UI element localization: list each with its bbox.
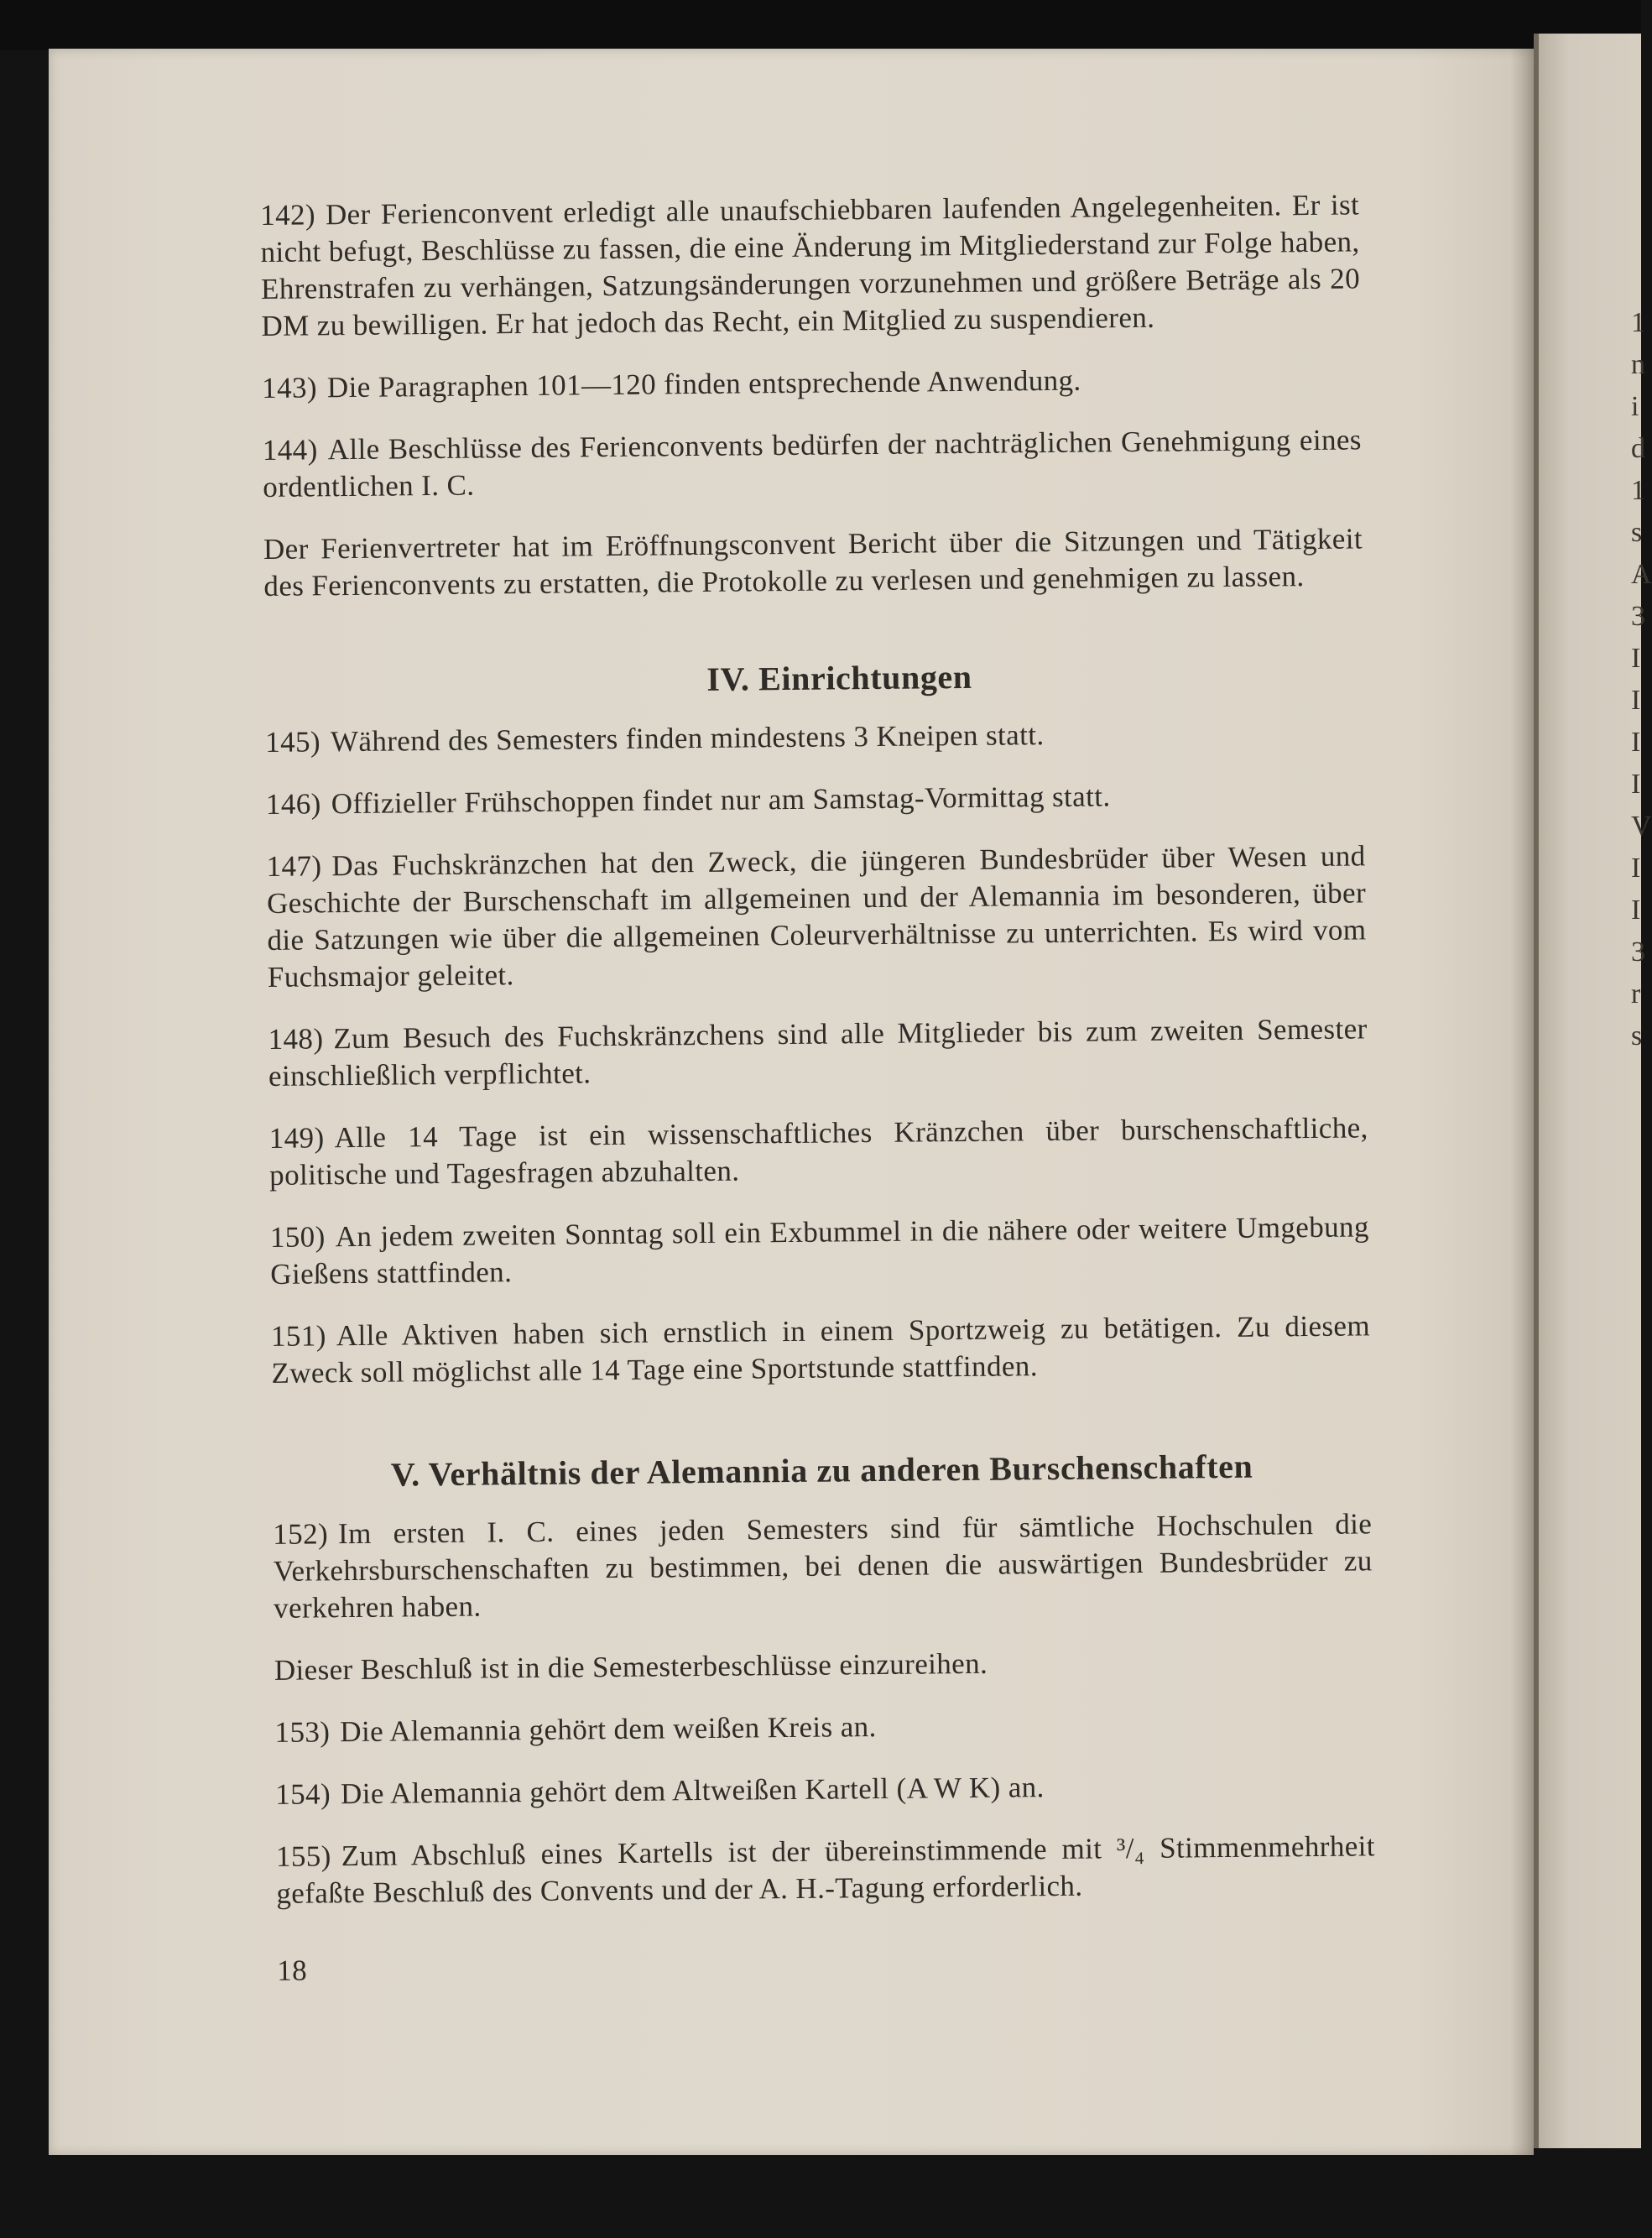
paragraph-number: 153) [274,1715,331,1749]
paragraph-number: 154) [275,1777,331,1811]
facing-page-glyph: I [1631,727,1641,758]
facing-page-glyph: I [1631,685,1641,716]
paragraph-text: Zum Abschluß eines Kartells ist der übereinstimmende mit ³/₄ Stimmenmehrheit gefaßte Beschluß des Convents und der A. H.-Tagung erforderlich. [276,1829,1376,1910]
section-verhaeltnis [273,1505,1375,1912]
paragraph [263,520,1363,605]
section-heading-einrichtungen: IV. Einrichtungen [706,657,972,698]
paragraph-text: Der Ferienconvent erledigt alle unaufschiebbaren laufenden Angelegenheiten. Er ist nicht befugt, Beschlüsse zu fassen, die eine Änderung im Mitgliederstand zur Folge haben, Ehrenstrafen zu verhängen, Satzungsänderungen vorzunehmen und größere Beträge als 20 DM zu bewilligen. Er hat jedoch das Recht, ein Mitglied zu suspendieren. [260,188,1361,342]
paragraph-text: Alle 14 Tage ist ein wissenschaftliches Kränzchen über burschenschaftliche, politische und Tagesfragen abzuhalten. [269,1111,1368,1192]
paragraph [265,713,1364,761]
paragraph [274,1641,1373,1689]
paragraph-text: Offizieller Frühschoppen findet nur am Samstag-Vormittag statt. [331,780,1111,821]
section-ferienconvent [260,186,1363,605]
facing-page-glyph: I [1631,895,1641,926]
paragraph-number: 151) [270,1319,326,1353]
paragraph-text: An jedem zweiten Sonntag soll ein Exbummel in die nähere oder weitere Umgebung Gießens stattfinden. [270,1210,1370,1291]
scan-background-top [0,0,1641,50]
paragraph-number: 152) [273,1517,329,1551]
paragraph-text: Die Alemannia gehört dem Altweißen Kartell (A W K) an. [340,1771,1045,1811]
paragraph-number: 148) [268,1022,324,1056]
facing-page-glyph: V [1631,811,1652,842]
paragraph [260,186,1361,345]
paragraph-text: Die Paragraphen 101—120 finden entsprechende Anwendung. [326,363,1081,404]
paragraph-text: Der Ferienvertreter hat im Eröffnungsconvent Bericht über die Sitzungen und Tätigkeit des Ferienconvents zu erstatten, die Protokolle zu verlesen und genehmigen zu lassen. [263,522,1363,603]
paragraph [275,1766,1374,1813]
paragraph-number: 143) [261,371,318,404]
paragraph [266,775,1365,823]
paragraph [269,1109,1369,1194]
facing-page-glyph: 1 [1631,475,1645,506]
paragraph-text: Das Fuchskränzchen hat den Zweck, die jüngeren Bundesbrüder über Wesen und Geschichte der Burschenschaft im allgemeinen und der Alemannia im besonderen, über die Satzungen wie über die allgemeinen Coleurverhältnisse zu unterrichten. Es wird vom Fuchsmajor geleitet. [266,839,1367,994]
paragraph-text: Alle Beschlüsse des Ferienconvents bedürfen der nachträglichen Genehmigung eines ordentlichen I. C. [263,423,1363,503]
paragraph-text: Die Alemannia gehört dem weißen Kreis an. [340,1710,877,1749]
paragraph [273,1505,1373,1627]
paragraph [274,1703,1373,1751]
section-einrichtungen [265,713,1371,1392]
paragraph [271,1307,1371,1392]
paragraph-number: 146) [265,787,321,821]
paragraph-text: Während des Semesters finden mindestens 3 Kneipen statt. [330,718,1045,759]
section-heading-verhaeltnis: V. Verhältnis der Alemannia zu anderen Burschenschaften [390,1447,1253,1494]
facing-page-glyph: s [1631,1020,1643,1051]
paragraph-text: Zum Besuch des Fuchskränzchens sind alle Mitglieder bis zum zweiten Semester einschließlich verpflichtet. [268,1012,1368,1093]
paragraph-number: 147) [266,849,322,883]
facing-page-edge [1539,34,1652,2148]
paragraph-number: 149) [268,1121,325,1155]
facing-page-glyph: 3 [1631,601,1645,632]
facing-page-glyph: 3 [1631,936,1645,968]
facing-page-glyph: i [1631,391,1639,422]
paragraph-text: Alle Aktiven haben sich ernstlich in einem Sportzweig zu betätigen. Zu diesem Zweck soll möglichst alle 14 Tage eine Sportstunde stattfinden. [271,1309,1371,1390]
paragraph-text: Im ersten I. C. eines jeden Semesters sind für sämtliche Hochschulen die Verkehrsburschenschaften zu bestimmen, bei denen die auswärtigen Bundesbrüder zu verkehren haben. [273,1507,1373,1625]
facing-page-text-fragment [1631,302,1652,1057]
facing-page-glyph: I [1631,643,1641,674]
facing-page-glyph: s [1631,517,1643,548]
facing-page-glyph: n [1631,349,1645,380]
facing-page-glyph: 1 [1631,307,1645,338]
paragraph-number: 150) [269,1220,326,1254]
page-number: 18 [277,1954,308,1987]
paragraph [270,1208,1370,1293]
facing-page-glyph: A [1631,559,1652,590]
paragraph [262,359,1361,407]
paragraph-number: 142) [260,198,316,232]
paragraph-number: 155) [275,1839,331,1873]
page-gutter-shadow [1510,49,1534,2155]
facing-page-glyph: I [1631,769,1641,800]
facing-page-glyph: d [1631,433,1645,464]
paragraph [266,837,1367,996]
facing-page-glyph: I [1631,853,1641,884]
paragraph [276,1828,1376,1912]
paragraph-text: Dieser Beschluß ist in die Semesterbeschlüsse einzureihen. [274,1646,988,1687]
page-content [260,186,1376,1989]
paragraph [263,421,1363,506]
paragraph-number: 145) [265,725,321,759]
paragraph-number: 144) [262,433,318,467]
paragraph [268,1010,1368,1095]
facing-page-glyph: r [1631,978,1641,1009]
